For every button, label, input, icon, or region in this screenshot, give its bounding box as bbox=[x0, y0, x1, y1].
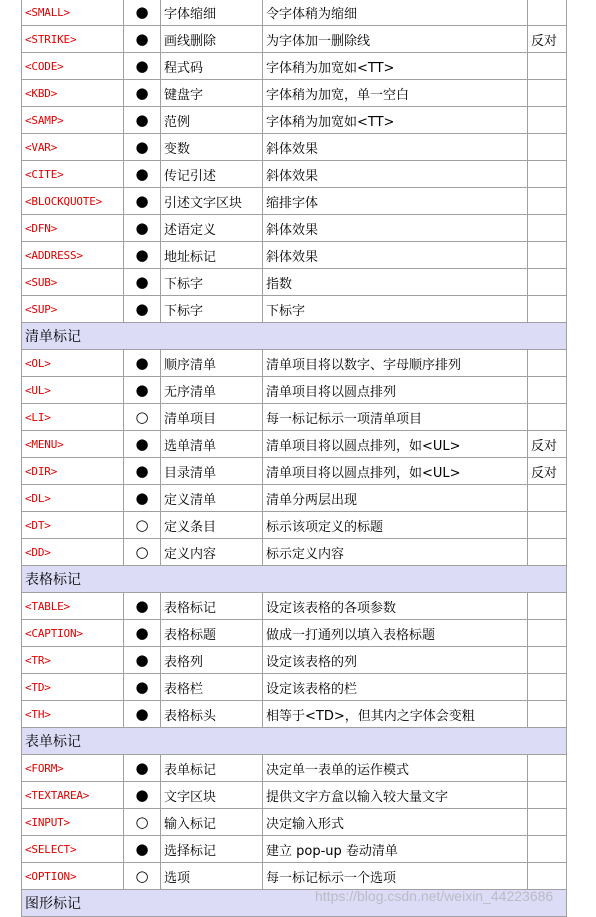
table-row bbox=[22, 350, 567, 377]
tag-name-cell: 表格栏 bbox=[161, 674, 263, 701]
html-tag-reference-table bbox=[21, 0, 567, 917]
description-cell: 决定输入形式 bbox=[263, 809, 528, 836]
note-cell bbox=[528, 485, 567, 512]
support-mark-cell: ○ bbox=[124, 512, 161, 539]
tag-name-cell: 选项 bbox=[161, 863, 263, 890]
table-row bbox=[22, 674, 567, 701]
watermark-text: https://blog.csdn.net/weixin_44223686 bbox=[315, 888, 554, 904]
note-cell: 反对 bbox=[528, 458, 567, 485]
description-cell: 做成一打通列以填入表格标题 bbox=[263, 620, 528, 647]
description-cell: 斜体效果 bbox=[263, 242, 528, 269]
tag-cell: <SUB> bbox=[22, 269, 124, 296]
description-cell: 为字体加一删除线 bbox=[263, 26, 528, 53]
note-cell bbox=[528, 593, 567, 620]
support-mark-cell: ● bbox=[124, 215, 161, 242]
table-row bbox=[22, 107, 567, 134]
tag-cell: <ADDRESS> bbox=[22, 242, 124, 269]
description-cell: 令字体稍为缩细 bbox=[263, 0, 528, 26]
tag-name-cell: 选择标记 bbox=[161, 836, 263, 863]
tag-cell: <SELECT> bbox=[22, 836, 124, 863]
note-cell bbox=[528, 161, 567, 188]
tag-name-cell: 画线删除 bbox=[161, 26, 263, 53]
tag-cell: <SAMP> bbox=[22, 107, 124, 134]
description-cell: 清单项目将以圆点排列，如<UL> bbox=[263, 431, 528, 458]
table-row bbox=[22, 404, 567, 431]
description-cell: 设定该表格的列 bbox=[263, 647, 528, 674]
support-mark-cell: ● bbox=[124, 620, 161, 647]
support-mark-cell: ● bbox=[124, 80, 161, 107]
section-title: 表格标记 bbox=[22, 566, 567, 593]
note-cell bbox=[528, 674, 567, 701]
description-cell: 建立 pop-up 卷动清单 bbox=[263, 836, 528, 863]
table-row bbox=[22, 296, 567, 323]
description-cell: 设定该表格的各项参数 bbox=[263, 593, 528, 620]
note-cell bbox=[528, 350, 567, 377]
support-mark-cell: ● bbox=[124, 188, 161, 215]
tag-name-cell: 表格标题 bbox=[161, 620, 263, 647]
tag-name-cell: 表格标记 bbox=[161, 593, 263, 620]
description-cell: 字体稍为加宽，单一空白 bbox=[263, 80, 528, 107]
tag-cell: <UL> bbox=[22, 377, 124, 404]
section-title: 表单标记 bbox=[22, 728, 567, 755]
support-mark-cell: ● bbox=[124, 107, 161, 134]
tag-name-cell: 范例 bbox=[161, 107, 263, 134]
support-mark-cell: ● bbox=[124, 161, 161, 188]
table-row bbox=[22, 620, 567, 647]
table-row bbox=[22, 242, 567, 269]
tag-cell: <DD> bbox=[22, 539, 124, 566]
note-cell bbox=[528, 863, 567, 890]
tag-cell: <LI> bbox=[22, 404, 124, 431]
tag-name-cell: 字体缩细 bbox=[161, 0, 263, 26]
section-header-row bbox=[22, 566, 567, 593]
note-cell bbox=[528, 269, 567, 296]
tag-name-cell: 引述文字区块 bbox=[161, 188, 263, 215]
table-row bbox=[22, 836, 567, 863]
tag-name-cell: 下标字 bbox=[161, 296, 263, 323]
section-header-row bbox=[22, 323, 567, 350]
description-cell: 每一标记标示一个选项 bbox=[263, 863, 528, 890]
description-cell: 每一标记标示一项清单项目 bbox=[263, 404, 528, 431]
note-cell bbox=[528, 242, 567, 269]
support-mark-cell: ● bbox=[124, 377, 161, 404]
table-row bbox=[22, 26, 567, 53]
description-cell: 清单项目将以圆点排列，如<UL> bbox=[263, 458, 528, 485]
tag-name-cell: 表格列 bbox=[161, 647, 263, 674]
table-row bbox=[22, 269, 567, 296]
support-mark-cell: ● bbox=[124, 458, 161, 485]
table-row bbox=[22, 377, 567, 404]
description-cell: 标示定义内容 bbox=[263, 539, 528, 566]
tag-name-cell: 输入标记 bbox=[161, 809, 263, 836]
table-row bbox=[22, 539, 567, 566]
description-cell: 清单项目将以圆点排列 bbox=[263, 377, 528, 404]
tag-cell: <DT> bbox=[22, 512, 124, 539]
tag-name-cell: 述语定义 bbox=[161, 215, 263, 242]
tag-name-cell: 变数 bbox=[161, 134, 263, 161]
support-mark-cell: ○ bbox=[124, 863, 161, 890]
description-cell: 斜体效果 bbox=[263, 134, 528, 161]
support-mark-cell: ● bbox=[124, 350, 161, 377]
description-cell: 下标字 bbox=[263, 296, 528, 323]
support-mark-cell: ○ bbox=[124, 404, 161, 431]
support-mark-cell: ○ bbox=[124, 539, 161, 566]
tag-cell: <TEXTAREA> bbox=[22, 782, 124, 809]
support-mark-cell: ● bbox=[124, 53, 161, 80]
description-cell: 决定单一表单的运作模式 bbox=[263, 755, 528, 782]
tag-name-cell: 清单项目 bbox=[161, 404, 263, 431]
table-row bbox=[22, 485, 567, 512]
section-title: 图形标记 bbox=[22, 890, 567, 917]
tag-cell: <CODE> bbox=[22, 53, 124, 80]
table-row bbox=[22, 134, 567, 161]
table-row bbox=[22, 512, 567, 539]
table-row bbox=[22, 755, 567, 782]
tag-cell: <OL> bbox=[22, 350, 124, 377]
tag-name-cell: 传记引述 bbox=[161, 161, 263, 188]
description-cell: 斜体效果 bbox=[263, 215, 528, 242]
tag-name-cell: 表单标记 bbox=[161, 755, 263, 782]
table-row bbox=[22, 647, 567, 674]
support-mark-cell: ● bbox=[124, 485, 161, 512]
support-mark-cell: ● bbox=[124, 647, 161, 674]
tag-name-cell: 地址标记 bbox=[161, 242, 263, 269]
table-row bbox=[22, 431, 567, 458]
support-mark-cell: ● bbox=[124, 134, 161, 161]
table-row bbox=[22, 782, 567, 809]
note-cell bbox=[528, 647, 567, 674]
tag-name-cell: 程式码 bbox=[161, 53, 263, 80]
support-mark-cell: ● bbox=[124, 593, 161, 620]
table-body bbox=[22, 0, 567, 917]
note-cell bbox=[528, 53, 567, 80]
note-cell bbox=[528, 512, 567, 539]
support-mark-cell: ○ bbox=[124, 809, 161, 836]
tag-cell: <KBD> bbox=[22, 80, 124, 107]
support-mark-cell: ● bbox=[124, 26, 161, 53]
tag-name-cell: 顺序清单 bbox=[161, 350, 263, 377]
tag-cell: <INPUT> bbox=[22, 809, 124, 836]
tag-name-cell: 目录清单 bbox=[161, 458, 263, 485]
tag-cell: <SUP> bbox=[22, 296, 124, 323]
tag-cell: <TD> bbox=[22, 674, 124, 701]
tag-name-cell: 定义清单 bbox=[161, 485, 263, 512]
tag-name-cell: 选单清单 bbox=[161, 431, 263, 458]
tag-name-cell: 下标字 bbox=[161, 269, 263, 296]
note-cell bbox=[528, 404, 567, 431]
note-cell bbox=[528, 296, 567, 323]
tag-cell: <OPTION> bbox=[22, 863, 124, 890]
support-mark-cell: ● bbox=[124, 755, 161, 782]
support-mark-cell: ● bbox=[124, 674, 161, 701]
tag-cell: <FORM> bbox=[22, 755, 124, 782]
table-row bbox=[22, 701, 567, 728]
tag-name-cell: 表格标头 bbox=[161, 701, 263, 728]
tag-cell: <DFN> bbox=[22, 215, 124, 242]
table-row bbox=[22, 215, 567, 242]
tag-cell: <DIR> bbox=[22, 458, 124, 485]
table-row bbox=[22, 161, 567, 188]
note-cell: 反对 bbox=[528, 26, 567, 53]
note-cell bbox=[528, 107, 567, 134]
note-cell bbox=[528, 80, 567, 107]
support-mark-cell: ● bbox=[124, 296, 161, 323]
note-cell bbox=[528, 755, 567, 782]
table-row bbox=[22, 188, 567, 215]
tag-cell: <MENU> bbox=[22, 431, 124, 458]
description-cell: 标示该项定义的标题 bbox=[263, 512, 528, 539]
tag-cell: <TABLE> bbox=[22, 593, 124, 620]
note-cell bbox=[528, 620, 567, 647]
support-mark-cell: ● bbox=[124, 701, 161, 728]
tag-cell: <BLOCKQUOTE> bbox=[22, 188, 124, 215]
note-cell bbox=[528, 539, 567, 566]
tag-cell: <TR> bbox=[22, 647, 124, 674]
description-cell: 缩排字体 bbox=[263, 188, 528, 215]
tag-name-cell: 定义内容 bbox=[161, 539, 263, 566]
section-title: 清单标记 bbox=[22, 323, 567, 350]
support-mark-cell: ● bbox=[124, 269, 161, 296]
tag-name-cell: 无序清单 bbox=[161, 377, 263, 404]
tag-cell: <TH> bbox=[22, 701, 124, 728]
description-cell: 设定该表格的栏 bbox=[263, 674, 528, 701]
section-header-row bbox=[22, 728, 567, 755]
note-cell bbox=[528, 836, 567, 863]
note-cell bbox=[528, 0, 567, 26]
table-row bbox=[22, 458, 567, 485]
description-cell: 字体稍为加宽如<TT> bbox=[263, 53, 528, 80]
tag-name-cell: 文字区块 bbox=[161, 782, 263, 809]
description-cell: 指数 bbox=[263, 269, 528, 296]
description-cell: 清单分两层出现 bbox=[263, 485, 528, 512]
note-cell bbox=[528, 809, 567, 836]
table-row bbox=[22, 53, 567, 80]
description-cell: 清单项目将以数字、字母顺序排列 bbox=[263, 350, 528, 377]
support-mark-cell: ● bbox=[124, 0, 161, 26]
table-row bbox=[22, 863, 567, 890]
description-cell: 字体稍为加宽如<TT> bbox=[263, 107, 528, 134]
tag-cell: <VAR> bbox=[22, 134, 124, 161]
tag-cell: <CITE> bbox=[22, 161, 124, 188]
tag-cell: <CAPTION> bbox=[22, 620, 124, 647]
support-mark-cell: ● bbox=[124, 782, 161, 809]
description-cell: 斜体效果 bbox=[263, 161, 528, 188]
table-row bbox=[22, 80, 567, 107]
note-cell bbox=[528, 215, 567, 242]
note-cell bbox=[528, 377, 567, 404]
support-mark-cell: ● bbox=[124, 242, 161, 269]
tag-cell: <STRIKE> bbox=[22, 26, 124, 53]
table-row bbox=[22, 809, 567, 836]
description-cell: 相等于<TD>，但其内之字体会变粗 bbox=[263, 701, 528, 728]
note-cell bbox=[528, 782, 567, 809]
note-cell bbox=[528, 134, 567, 161]
note-cell: 反对 bbox=[528, 431, 567, 458]
table-row bbox=[22, 0, 567, 26]
table-row bbox=[22, 593, 567, 620]
support-mark-cell: ● bbox=[124, 836, 161, 863]
note-cell bbox=[528, 188, 567, 215]
description-cell: 提供文字方盒以输入较大量文字 bbox=[263, 782, 528, 809]
tag-cell: <SMALL> bbox=[22, 0, 124, 26]
tag-cell: <DL> bbox=[22, 485, 124, 512]
support-mark-cell: ● bbox=[124, 431, 161, 458]
note-cell bbox=[528, 701, 567, 728]
tag-name-cell: 键盘字 bbox=[161, 80, 263, 107]
tag-name-cell: 定义条目 bbox=[161, 512, 263, 539]
